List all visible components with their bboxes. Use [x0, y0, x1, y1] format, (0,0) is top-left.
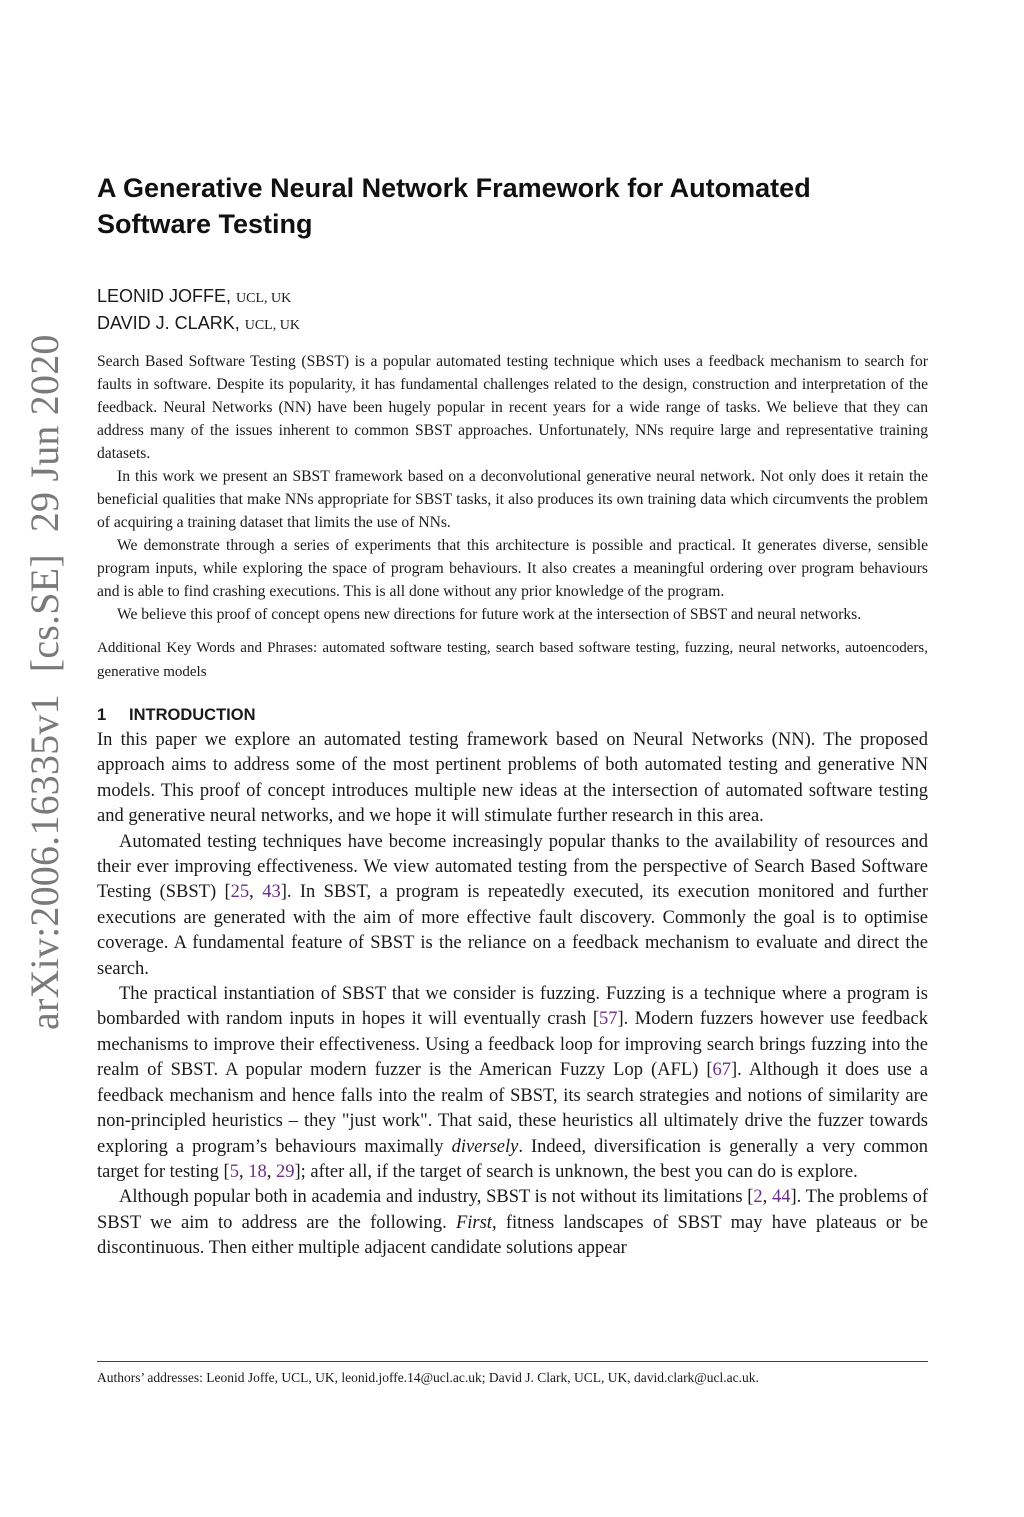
author-addresses-footnote: Authors’ addresses: Leonid Joffe, UCL, UK, leonid.joffe.14@ucl.ac.uk; David J. Clark, UCL, UK, david.clark@ucl.ac.uk. [97, 1370, 759, 1385]
paper-body [97, 170, 928, 1262]
text-run: ]. In SBST, a program is repeatedly executed, its execution monitored and further executions are generated with the aim of more effective fault discovery. Commonly the goal is to optimise coverage. A fundamental feature of SBST is the reliance on a feedback mechanism to evaluate and direct the search. [97, 882, 929, 979]
author-affiliation: UCL, UK [244, 318, 300, 333]
citation-link[interactable]: 5 [229, 1161, 239, 1182]
text-run: ]; after all, if the target of search is unknown, the best you can do is explore. [294, 1161, 858, 1182]
keywords: Additional Key Words and Phrases: automated software testing, search based software testing, fuzzing, neural networks, autoencoders, generative models [97, 640, 928, 680]
citation-link[interactable]: 43 [262, 882, 281, 903]
section-heading [97, 702, 928, 728]
introduction-text [97, 728, 928, 1262]
text-run: , [762, 1187, 772, 1208]
citation-link[interactable]: 67 [712, 1060, 732, 1081]
text-run: , [249, 882, 263, 903]
citation-link[interactable]: 57 [598, 1009, 618, 1030]
abstract-paragraph: Search Based Software Testing (SBST) is a popular automated testing technique which uses a feedback mechanism to search for faults in software. Despite its popularity, it has fundamental challenges related to the design, construction and interpretation of the feedback. Neural Networks (NN) have been hugely popular in recent years for a wide range of tasks. We believe that they can address many of the issues inherent to common SBST approaches. Unfortunately, NNs require large and representative training datasets. [97, 353, 928, 462]
citation-link[interactable]: 18 [248, 1161, 267, 1182]
arxiv-category: [cs.SE] [22, 554, 67, 673]
author-list [97, 284, 928, 338]
citation-link[interactable]: 29 [275, 1161, 295, 1182]
intro-paragraph [97, 830, 928, 982]
footnote-divider [97, 1361, 928, 1362]
arxiv-date: 29 Jun 2020 [22, 334, 67, 533]
text-run: , fitness landscapes of SBST may have plateaus or be discontinuous. Then either multiple adjacent candidate solutions appear [97, 1212, 928, 1259]
abstract [97, 350, 928, 626]
author-affiliation: UCL, UK [236, 291, 292, 306]
emphasis: First [455, 1212, 492, 1233]
arxiv-id: arXiv:2006.16335v1 [22, 694, 67, 1030]
text-run: Although popular both in academia and industry, SBST is not without its limitations [ [119, 1187, 754, 1208]
citation-link[interactable]: 44 [771, 1187, 791, 1208]
paper-title: A Generative Neural Network Framework for Automated Software Testing [97, 173, 811, 239]
section-number: 1 [97, 706, 107, 724]
abstract-paragraph: We believe this proof of concept opens new directions for future work at the intersection of SBST and neural networks. [117, 606, 862, 623]
text-run: . Indeed, diversification is generally a very common target for testing [ [97, 1136, 928, 1182]
author-2 [97, 311, 928, 338]
citation-link[interactable]: 2 [753, 1187, 763, 1208]
abstract-paragraph: In this work we present an SBST framework based on a deconvolutional generative neural network. Not only does it retain the beneficial qualities that make NNs appropriate for SBST tasks, it also produces its own training data which circumvents the problem of acquiring a training dataset that limits the use of NNs. [97, 468, 928, 531]
abstract-paragraph: We demonstrate through a series of experiments that this architecture is possible and practical. It generates diverse, sensible program inputs, while exploring the space of program behaviours. It also creates a meaningful ordering over program behaviours and is able to find crashing executions. This is all done without any prior knowledge of the program. [97, 537, 928, 600]
intro-paragraph [97, 982, 928, 1185]
author-1 [97, 284, 928, 311]
citation-link[interactable]: 25 [230, 882, 250, 903]
section-title: INTRODUCTION [129, 706, 256, 724]
arxiv-identifier-stamp [10, 300, 80, 1030]
intro-paragraph: In this paper we explore an automated testing framework based on Neural Networks (NN). The proposed approach aims to address some of the most pertinent problems of both automated testing and generative NN models. This proof of concept introduces multiple new ideas at the intersection of automated software testing and generative neural networks, and we hope it will stimulate further research in this area. [97, 730, 928, 827]
text-run: ]. Modern fuzzers however use feedback mechanisms to improve their effectiveness. Using a feedback loop for improving search brings fuzzing into the realm of SBST. A popular modern fuzzer is the American Fuzzy Lop (AFL) [ [97, 1009, 928, 1081]
emphasis: diversely [451, 1136, 519, 1157]
text-run: ]. Although it does use a feedback mechanism and hence falls into the realm of SBST, its search strategies and notions of similarity are non-principled heuristics – they "just work". That said, these heuristics all ultimately drive the fuzzer towards exploring a program’s behaviours maximally [97, 1060, 928, 1157]
text-run: Automated testing techniques have become increasingly popular thanks to the availability of resources and their ever improving effectiveness. We view automated testing from the perspective of Search Based Software Testing (SBST) [ [97, 831, 928, 903]
author-name: DAVID J. CLARK, [97, 313, 240, 333]
text-run: , [238, 1161, 249, 1182]
author-name: LEONID JOFFE, [97, 286, 232, 306]
intro-paragraph [97, 1185, 928, 1261]
text-run: The practical instantiation of SBST that we consider is fuzzing. Fuzzing is a technique where a program is bombarded with random inputs in hopes it will eventually crash [ [97, 984, 928, 1030]
text-run: , [266, 1161, 276, 1182]
text-run: ]. The problems of SBST we aim to address are the following. [97, 1187, 928, 1233]
